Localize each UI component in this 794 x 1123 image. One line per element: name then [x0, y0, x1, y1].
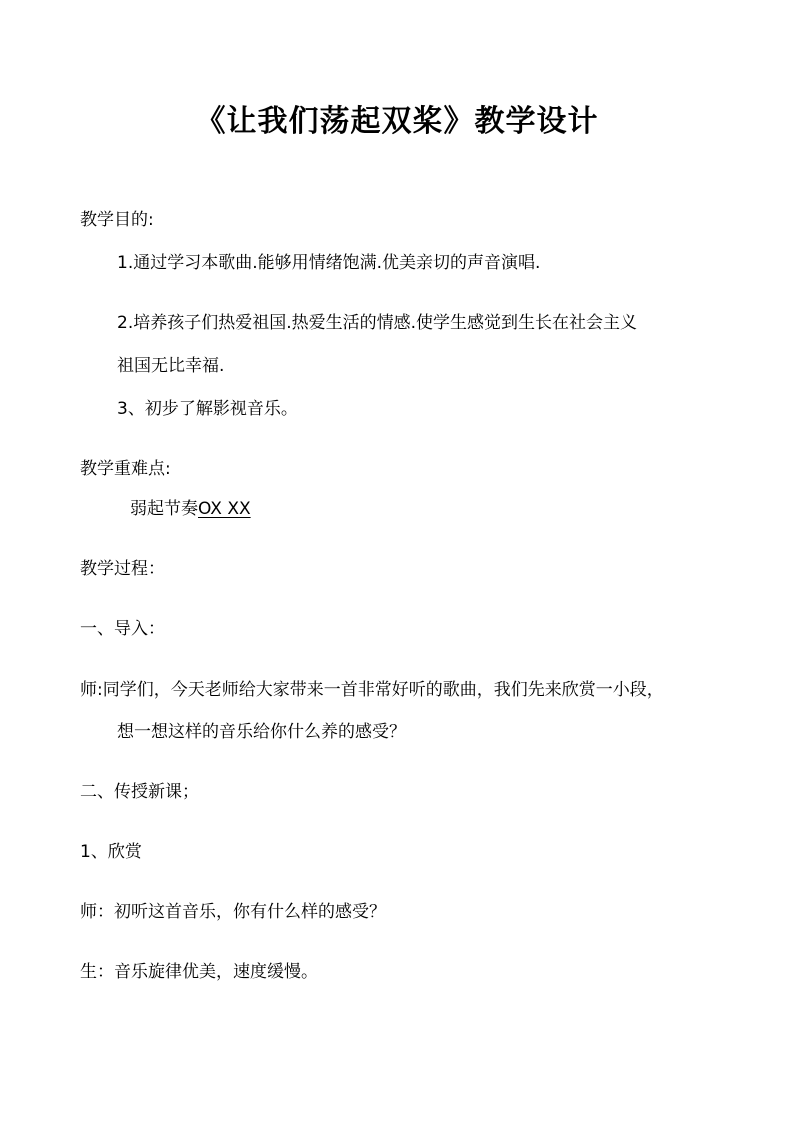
process-heading: 教学过程： — [80, 559, 165, 579]
key-points-line — [130, 497, 251, 521]
objectives-heading: 教学目的: — [80, 210, 154, 230]
section-1-heading: 一、导入： — [80, 619, 165, 639]
section-2-heading: 二、传授新课； — [80, 782, 199, 802]
subsection-1-heading: 1、欣赏 — [80, 842, 142, 862]
objective-item-1: 1.通过学习本歌曲.能够用情绪饱满.优美亲切的声音演唱. — [117, 253, 541, 273]
objective-item-2-line-1: 2.培养孩子们热爱祖国.热爱生活的情感.使学生感觉到生长在社会主义 — [117, 313, 638, 333]
rhythm-notation: OX XX — [198, 499, 251, 519]
document-title: 《让我们荡起双桨》教学设计 — [195, 104, 599, 139]
key-points-text: 弱起节奏 — [130, 499, 198, 519]
teacher-line-2: 师：初听这首音乐，你有什么样的感受？ — [80, 902, 386, 922]
key-points-heading: 教学重难点: — [80, 459, 171, 479]
objective-item-3: 3、初步了解影视音乐。 — [117, 399, 298, 419]
teacher-line-1-cont: 想一想这样的音乐给你什么养的感受？ — [117, 722, 406, 742]
objective-item-2-line-2: 祖国无比幸福. — [117, 356, 225, 376]
student-line-1: 生：音乐旋律优美，速度缓慢。 — [80, 962, 318, 982]
teacher-line-1: 师:同学们，今天老师给大家带来一首非常好听的歌曲，我们先来欣赏一小段， — [80, 680, 664, 700]
